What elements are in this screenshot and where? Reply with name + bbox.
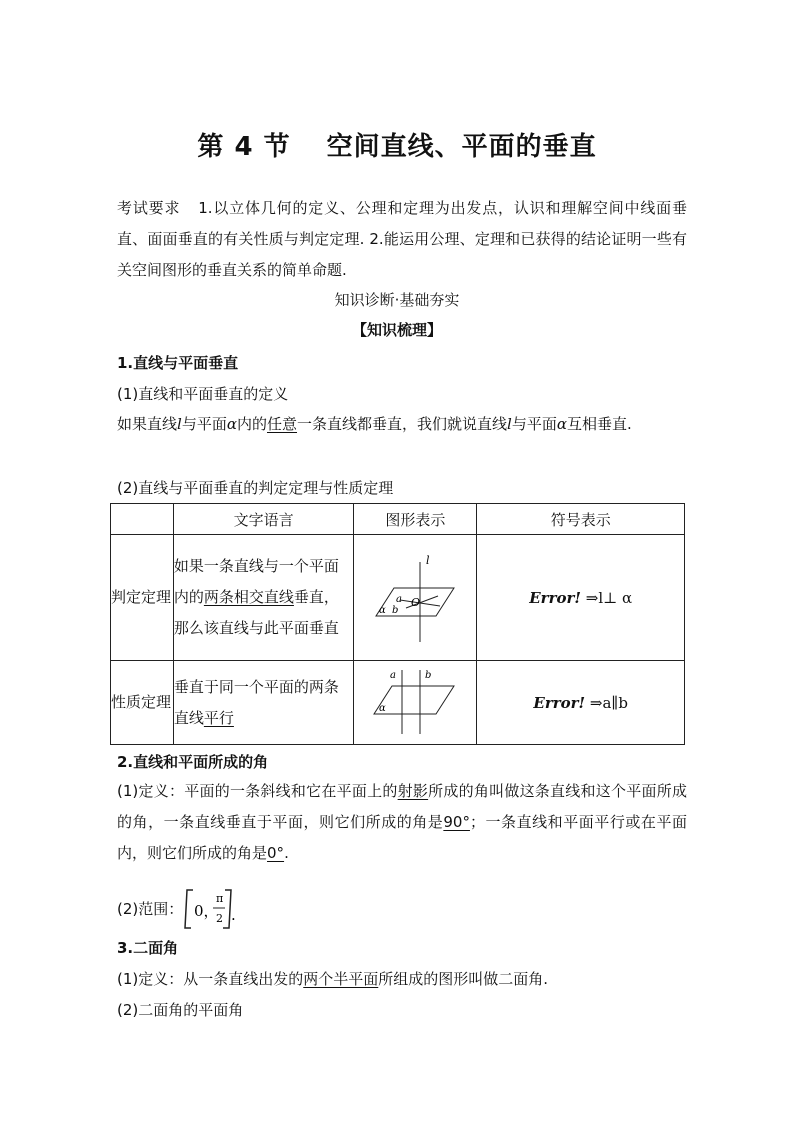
figure-label-l: l (426, 553, 430, 567)
symbol-alpha: α (226, 415, 237, 433)
table-header-empty (111, 504, 174, 535)
underlined-90: 90° (443, 813, 470, 831)
underlined-text: 两条相交直线 (203, 588, 294, 606)
figure-label-o: O (411, 595, 421, 609)
cell-text: 垂直于同一个平面的两条直线 (173, 677, 339, 727)
table-row (111, 661, 685, 745)
row-text-judgement (173, 535, 354, 661)
row-figure-judgement (354, 535, 477, 661)
s2-definition (117, 776, 687, 869)
s1-def-title: (1)直线和平面垂直的定义 (117, 385, 289, 403)
underlined-text: 平行 (203, 708, 234, 727)
symbol-text: ⇒a∥b (589, 693, 628, 712)
table-row (111, 535, 685, 661)
figure-label-a: a (396, 593, 403, 605)
def-text: (1)定义：平面的一条斜线和它在平面上的 (117, 782, 398, 800)
parallel-lines-plane-figure (370, 664, 460, 738)
range-interval (183, 886, 263, 932)
table-header-row (111, 504, 685, 535)
row-label-judgement: 判定定理 (111, 535, 174, 661)
section-heading: 知识诊断·基础夯实 (334, 291, 460, 309)
s1-definition (117, 409, 687, 440)
underlined-any: 任意 (267, 415, 298, 433)
symbol-alpha: α (556, 415, 567, 433)
row-text-property (173, 661, 354, 745)
subheading: 【知识梳理】 (351, 321, 442, 339)
range-label: (2)范围： (117, 900, 184, 918)
def-text: 内的 (236, 415, 267, 433)
section-name: 空间直线、平面的垂直 (326, 132, 597, 162)
s1-theorem-title: (2)直线与平面垂直的判定定理与性质定理 (117, 479, 394, 497)
underlined-half-planes: 两个半平面 (303, 970, 379, 988)
symbol-l: l (177, 415, 182, 433)
def-text: 所组成的图形叫做二面角. (378, 970, 549, 988)
underlined-0: 0° (267, 844, 285, 862)
table-header-symbol: 符号表示 (477, 504, 685, 535)
def-text: (1)定义：从一条直线出发的 (117, 970, 304, 988)
figure-label-a: a (390, 669, 397, 681)
s3-plane-angle: (2)二面角的平面角 (117, 1001, 244, 1019)
def-text: ；一条直线和平面平行或在平面内，则它们所成的角是 (117, 813, 687, 862)
table-header-figure: 图形表示 (354, 504, 477, 535)
row-symbol-property (477, 661, 685, 745)
s1-title: 1.直线与平面垂直 (117, 354, 239, 372)
figure-label-b: b (392, 604, 399, 616)
range-pi: π (216, 892, 224, 905)
def-text: 一条直线都垂直，我们就说直线 (297, 415, 508, 433)
cell-text: 如果一条直线与一个平面内的 (173, 557, 339, 606)
def-text: . (284, 844, 289, 862)
requirements-label: 考试要求 (117, 199, 181, 217)
row-figure-property (354, 661, 477, 745)
symbol-text: ⇒l⊥ α (585, 588, 633, 607)
symbol-l: l (507, 415, 512, 433)
range-two: 2 (216, 912, 223, 925)
section-number: 第 4 节 (197, 132, 291, 162)
table-header-text: 文字语言 (173, 504, 354, 535)
symbol-error: Error! (529, 588, 581, 607)
row-label-property: 性质定理 (111, 661, 174, 745)
exam-requirements (117, 193, 687, 286)
def-text: 与平面 (181, 415, 227, 433)
def-text: 如果直线 (117, 415, 178, 433)
perpendicular-line-plane-figure (370, 542, 460, 650)
requirements-text: 1.以立体几何的定义、公理和定理为出发点，认识和理解空间中线面垂直、面面垂直的有关性质与判定定理. 2.能运用公理、定理和已获得的结论证明一些有关空间图形的垂直关系的简单命题. (117, 199, 687, 279)
figure-label-alpha: α (379, 604, 387, 616)
theorem-table (110, 503, 685, 745)
figure-label-alpha: α (379, 702, 387, 714)
figure-label-b: b (425, 669, 432, 681)
row-symbol-judgement (477, 535, 685, 661)
def-text: 互相垂直. (567, 415, 632, 433)
def-text: 与平面 (511, 415, 557, 433)
cell-text: 垂直，那么该直线与此平面垂直 (173, 588, 339, 637)
s3-title: 3.二面角 (117, 939, 179, 957)
s3-definition (117, 968, 548, 989)
def-text: 所成的角叫做这条直线和这个平面所成的角，一条直线垂直于平面，则它们所成的角是 (117, 782, 687, 831)
range-end: . (231, 906, 236, 924)
underlined-projection: 射影 (397, 782, 429, 800)
range-zero: 0， (194, 902, 219, 920)
s2-title: 2.直线和平面所成的角 (117, 753, 269, 771)
page-title (0, 126, 794, 163)
symbol-error: Error! (533, 693, 586, 712)
